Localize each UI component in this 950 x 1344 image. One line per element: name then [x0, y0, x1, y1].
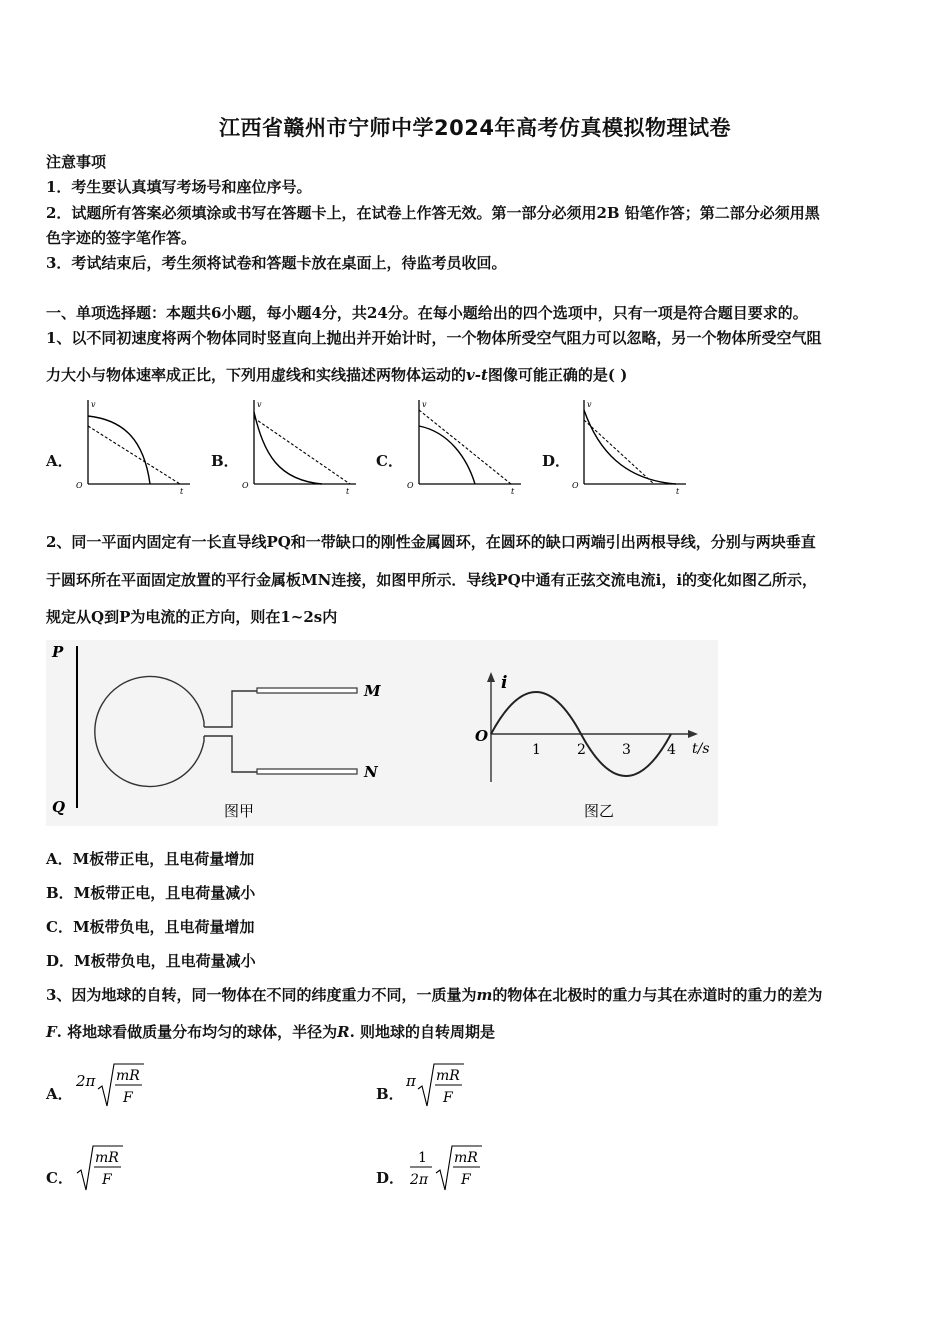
page-title: 江西省赣州市宁师中学2024年高考仿真模拟物理试卷	[219, 116, 731, 140]
axis-t: t	[346, 487, 350, 496]
label-origin: O	[475, 727, 489, 745]
q1-option-c-label[interactable]: C．	[376, 452, 403, 470]
q3-option-d-label[interactable]: D．	[376, 1169, 405, 1187]
axis-o: O	[572, 481, 579, 490]
section-heading: 一、单项选择题：本题共6小题，每小题4分，共24分。在每小题给出的四个选项中，只有一项是符合题目要求的。	[46, 304, 808, 322]
label-m: M	[364, 682, 381, 700]
axis-t: t	[676, 487, 680, 496]
coef: π	[406, 1072, 416, 1090]
q1-option-a-label[interactable]: A．	[46, 452, 73, 470]
label-n: N	[364, 763, 378, 781]
q3-option-c-formula[interactable]	[74, 1140, 134, 1194]
axis-v: v	[587, 400, 592, 409]
tick-3: 3	[622, 742, 631, 758]
notice-item-2-cont: 色字迹的签字笔作答。	[46, 229, 197, 247]
q3-option-b-formula[interactable]	[404, 1058, 484, 1112]
q3-line2: F. 将地球看做质量分布均匀的球体，半径为R. 则地球的自转周期是	[46, 1023, 496, 1041]
axis-t: t	[180, 487, 184, 496]
q1-graph-b	[238, 396, 363, 496]
den: F	[102, 1172, 112, 1188]
label-q: Q	[52, 798, 66, 816]
den: F	[123, 1090, 133, 1106]
q3-option-d-formula[interactable]	[404, 1140, 494, 1194]
tick-2: 2	[577, 742, 586, 758]
q3-option-a-label[interactable]: A．	[46, 1085, 73, 1103]
q1-graph-c	[403, 396, 528, 496]
q1-graph-a	[72, 396, 197, 496]
num: mR	[116, 1068, 140, 1084]
q1-graph-d	[568, 396, 693, 496]
tick-4: 4	[667, 742, 676, 758]
axis-o: O	[76, 481, 83, 490]
caption-right: 图乙	[584, 802, 615, 820]
q1-option-d-label[interactable]: D．	[542, 452, 571, 470]
q3-option-b-label[interactable]: B．	[376, 1085, 404, 1103]
q1-line2: 力大小与物体速率成正比，下列用虚线和实线描述两物体运动的v-t图像可能正确的是( )	[46, 366, 628, 384]
q2-option-a[interactable]: A．M板带正电，且电荷量增加	[46, 850, 255, 868]
axis-v: v	[91, 400, 96, 409]
q1-option-b-label[interactable]: B．	[211, 452, 239, 470]
axis-o: O	[407, 481, 414, 490]
q2-line1: 2、同一平面内固定有一长直导线PQ和一带缺口的刚性金属圆环，在圆环的缺口两端引出两根导线，分别与两块垂直	[46, 533, 816, 551]
axis-o: O	[242, 481, 249, 490]
num: mR	[95, 1150, 119, 1166]
num: mR	[436, 1068, 460, 1084]
q1-line1: 1、以不同初速度将两个物体同时竖直向上抛出并开始计时，一个物体所受空气阻力可以忽略，另一个物体所受空气阻	[46, 329, 822, 347]
q2-option-d[interactable]: D．M板带负电，且电荷量减小	[46, 952, 256, 970]
den: F	[443, 1090, 453, 1106]
axis-t: t	[511, 487, 515, 496]
axis-v: v	[257, 400, 262, 409]
q3-option-c-label[interactable]: C．	[46, 1169, 73, 1187]
coef-num: 1	[418, 1150, 427, 1166]
q3-option-a-formula[interactable]	[74, 1058, 154, 1112]
axis-v: v	[422, 400, 427, 409]
label-p: P	[52, 643, 64, 661]
q2-line3: 规定从Q到P为电流的正方向，则在1~2s内	[46, 608, 338, 626]
q2-figure	[46, 640, 718, 826]
q2-option-b[interactable]: B．M板带正电，且电荷量减小	[46, 884, 256, 902]
coef-den: 2π	[410, 1172, 429, 1188]
notice-item-3: 3．考试结束后，考生须将试卷和答题卡放在桌面上，待监考员收回。	[46, 254, 507, 272]
label-i: i	[501, 673, 508, 693]
q3-line1: 3、因为地球的自转，同一物体在不同的纬度重力不同，一质量为m的物体在北极时的重力与其在赤道时的重力的差为	[46, 986, 823, 1004]
tick-1: 1	[532, 742, 541, 758]
den: F	[461, 1172, 471, 1188]
label-t: t/s	[692, 741, 710, 757]
q2-line2: 于圆环所在平面固定放置的平行金属板MN连接，如图甲所示．导线PQ中通有正弦交流电流i，i的变化如图乙所示，	[46, 571, 818, 589]
num: mR	[454, 1150, 478, 1166]
notice-item-1: 1．考生要认真填写考场号和座位序号。	[46, 178, 312, 196]
q2-option-c[interactable]: C．M板带负电，且电荷量增加	[46, 918, 255, 936]
notice-item-2: 2．试题所有答案必须填涂或书写在答题卡上，在试卷上作答无效。第一部分必须用2B 铅笔作答；第二部分必须用黑	[46, 204, 820, 222]
notice-heading: 注意事项	[46, 153, 107, 171]
caption-left: 图甲	[224, 802, 255, 820]
coef: 2π	[76, 1072, 96, 1090]
